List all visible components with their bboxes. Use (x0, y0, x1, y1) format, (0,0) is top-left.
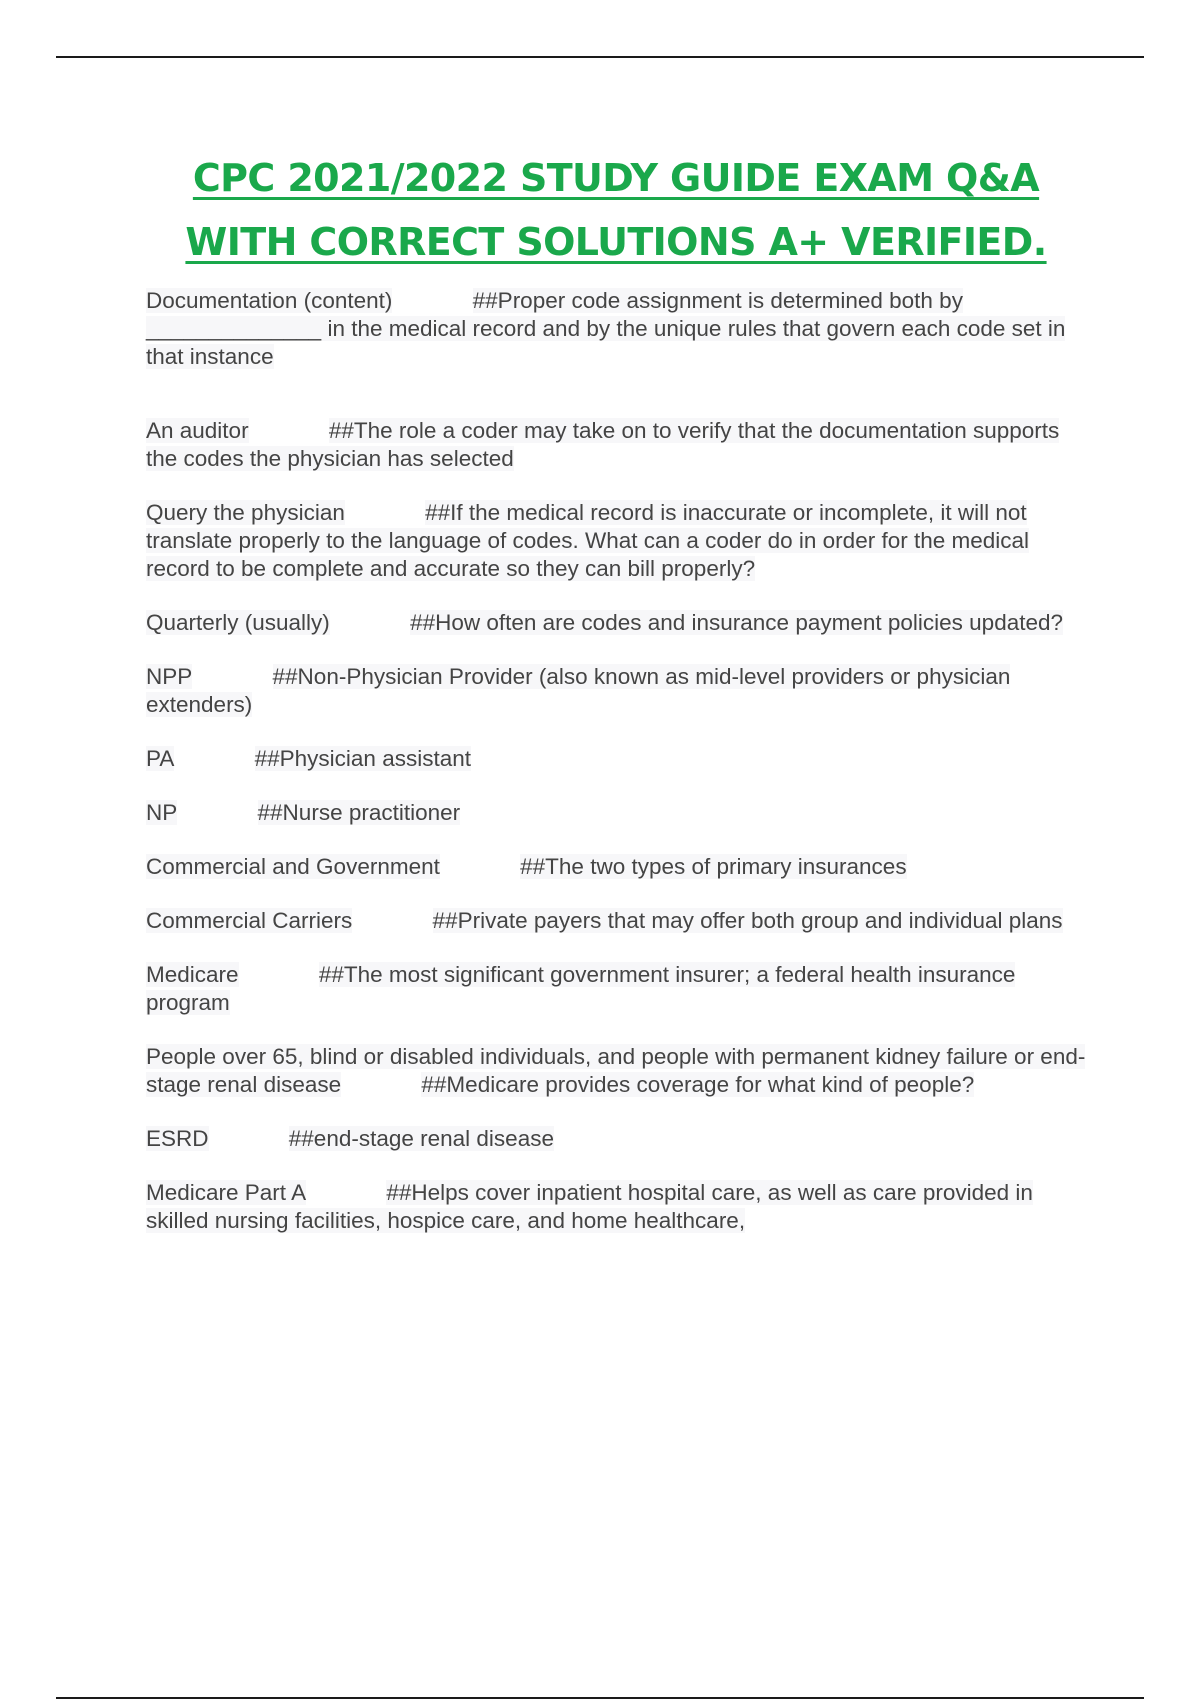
qa-term: Medicare (146, 962, 239, 987)
qa-definition: ##Helps cover inpatient hospital care, as well as care provided in skilled nursing facilities, hospice care, and home healthcare, (146, 1180, 1033, 1233)
qa-term: PA (146, 746, 175, 771)
qa-entry (146, 799, 1096, 827)
qa-entry (146, 499, 1096, 583)
qa-term: People over 65, blind or disabled individuals, and people with permanent kidney failure or end-stage renal disease (146, 1044, 1086, 1097)
qa-term: Medicare Part A (146, 1180, 307, 1205)
qa-definition: ##Nurse practitioner (257, 800, 461, 825)
qa-entry (146, 609, 1096, 637)
qa-term: NPP (146, 664, 193, 689)
qa-entry (146, 287, 1096, 371)
qa-term: Commercial Carriers (146, 908, 353, 933)
qa-term: ESRD (146, 1126, 209, 1151)
qa-definition: ##Proper code assignment is determined both by ______________ in the medical record and by the unique rules that govern each code set in that instance (146, 288, 1066, 369)
bottom-rule (56, 1697, 1144, 1699)
qa-entry (146, 417, 1096, 473)
qa-definition: ##end-stage renal disease (288, 1126, 554, 1151)
qa-term: Documentation (content) (146, 288, 393, 313)
qa-definition: ##Private payers that may offer both group and individual plans (432, 908, 1063, 933)
qa-term: Query the physician (146, 500, 345, 525)
qa-term: NP (146, 800, 178, 825)
qa-entry (146, 853, 1096, 881)
qa-definition: ##The two types of primary insurances (520, 854, 907, 879)
qa-entry (146, 1179, 1096, 1235)
title-line-2: WITH CORRECT SOLUTIONS A+ VERIFIED. (185, 220, 1047, 264)
title-line-1: CPC 2021/2022 STUDY GUIDE EXAM Q&A (192, 156, 1040, 200)
qa-term: Quarterly (usually) (146, 610, 330, 635)
top-rule (56, 56, 1144, 58)
document-title (0, 146, 1200, 274)
qa-definition: ##Non-Physician Provider (also known as mid-level providers or physician extenders) (146, 664, 1011, 717)
qa-entry (146, 1125, 1096, 1153)
qa-term: An auditor (146, 418, 249, 443)
qa-definition: ##The most significant government insurer; a federal health insurance program (146, 962, 1016, 1015)
qa-definition: ##If the medical record is inaccurate or incomplete, it will not translate properly to the language of codes. What can a coder do in order for the medical record to be complete and accurate so they can bill properly? (146, 500, 1030, 581)
qa-entry (146, 907, 1096, 935)
qa-definition: ##Physician assistant (254, 746, 471, 771)
qa-definition: ##How often are codes and insurance payment policies updated? (410, 610, 1064, 635)
qa-entry (146, 745, 1096, 773)
qa-entry (146, 663, 1096, 719)
qa-term: Commercial and Government (146, 854, 440, 879)
qa-list (146, 287, 1096, 1235)
qa-definition: ##The role a coder may take on to verify that the documentation supports the codes the physician has selected (146, 418, 1060, 471)
qa-definition: ##Medicare provides coverage for what kind of people? (421, 1072, 975, 1097)
qa-entry (146, 961, 1096, 1017)
qa-entry (146, 1043, 1096, 1099)
